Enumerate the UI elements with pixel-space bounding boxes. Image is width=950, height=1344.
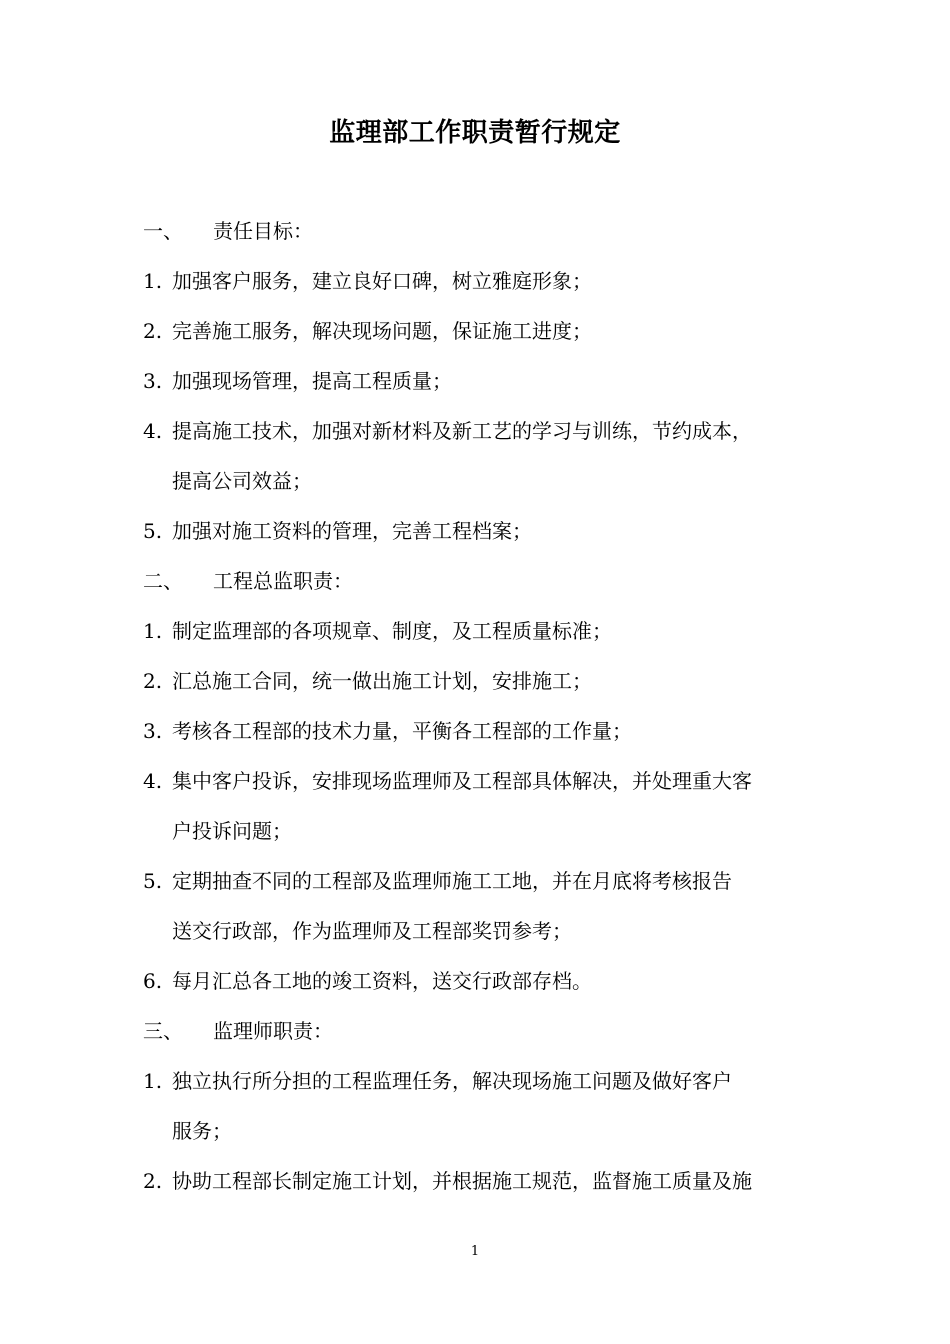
list-item (143, 956, 823, 1006)
list-item-text: 每月汇总各工地的竣工资料，送交行政部存档。 (172, 969, 592, 993)
list-item (143, 1056, 823, 1106)
list-item-number: 5. (143, 869, 163, 893)
list-item-text: 提高施工技术，加强对新材料及新工艺的学习与训练，节约成本， (172, 419, 752, 443)
page-number: 1 (470, 1244, 480, 1259)
list-item-text: 加强客户服务，建立良好口碑，树立雅庭形象； (172, 269, 592, 293)
list-item-text: 独立执行所分担的工程监理任务，解决现场施工问题及做好客户 (172, 1069, 732, 1093)
section-title: 监理师职责： (213, 1019, 333, 1043)
list-item-number: 3. (143, 719, 163, 743)
list-item (143, 706, 823, 756)
list-item-continuation: 提高公司效益； (172, 469, 312, 493)
list-item-continuation: 户投诉问题； (172, 819, 292, 843)
section-number: 三、 (143, 1019, 183, 1043)
list-item-number: 4. (143, 769, 163, 793)
list-item-number: 6. (143, 969, 163, 993)
section-title: 责任目标： (213, 219, 313, 243)
list-item-number: 2. (143, 1169, 163, 1193)
list-item (143, 606, 823, 656)
list-item (143, 406, 823, 456)
section-heading (143, 1006, 823, 1056)
list-item-number: 3. (143, 369, 163, 393)
list-item-text: 制定监理部的各项规章、制度，及工程质量标准； (172, 619, 612, 643)
list-item-text: 考核各工程部的技术力量，平衡各工程部的工作量； (172, 719, 632, 743)
section-number: 二、 (143, 569, 183, 593)
list-item (143, 856, 823, 906)
list-item-number: 2. (143, 669, 163, 693)
list-item-continuation: 送交行政部，作为监理师及工程部奖罚参考； (172, 919, 572, 943)
document-body (143, 206, 823, 1206)
list-item-text: 加强现场管理，提高工程质量； (172, 369, 452, 393)
document-title: 监理部工作职责暂行规定 (329, 118, 621, 148)
list-item-number: 4. (143, 419, 163, 443)
section-number: 一、 (143, 219, 183, 243)
list-item-number: 1. (143, 269, 163, 293)
list-item (143, 306, 823, 356)
list-item-continuation: 服务； (172, 1119, 232, 1143)
list-item-number: 5. (143, 519, 163, 543)
list-item-text: 协助工程部长制定施工计划，并根据施工规范，监督施工质量及施 (172, 1169, 752, 1193)
list-item-number: 2. (143, 319, 163, 343)
list-item-number: 1. (143, 1069, 163, 1093)
list-item (143, 256, 823, 306)
list-item-text: 定期抽查不同的工程部及监理师施工工地，并在月底将考核报告 (172, 869, 732, 893)
list-item-text: 汇总施工合同，统一做出施工计划，安排施工； (172, 669, 592, 693)
section-heading (143, 556, 823, 606)
list-item-number: 1. (143, 619, 163, 643)
list-item-text: 加强对施工资料的管理，完善工程档案； (172, 519, 532, 543)
list-item (143, 656, 823, 706)
list-item (143, 506, 823, 556)
list-item-text: 集中客户投诉，安排现场监理师及工程部具体解决，并处理重大客 (172, 769, 752, 793)
section-title: 工程总监职责： (213, 569, 353, 593)
list-item (143, 756, 823, 806)
list-item (143, 356, 823, 406)
section-heading (143, 206, 823, 256)
list-item-text: 完善施工服务，解决现场问题，保证施工进度； (172, 319, 592, 343)
list-item (143, 1156, 823, 1206)
